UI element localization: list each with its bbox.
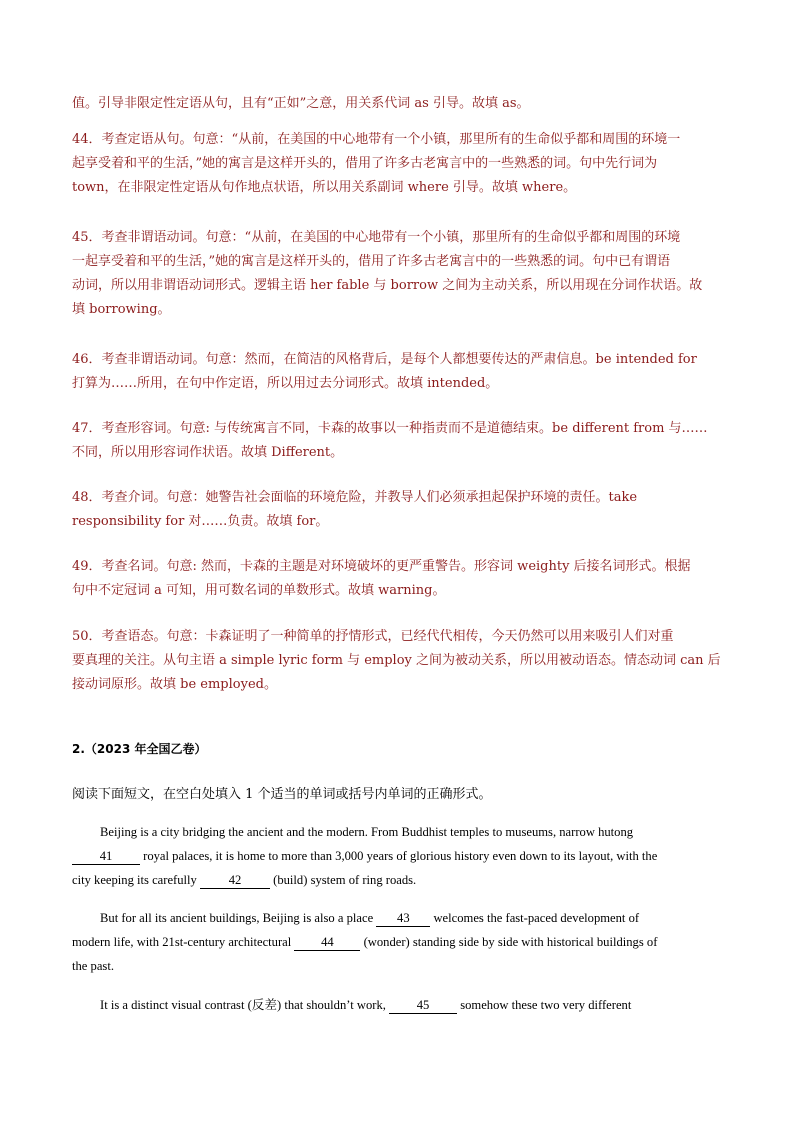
answer-line: 值。引导非限定性定语从句，且有“正如”之意，用关系代词 as 引导。故填 as。: [72, 96, 530, 111]
passage-line: [72, 954, 724, 978]
passage-line: [72, 993, 724, 1017]
answer-block-48: [72, 486, 724, 534]
section-title: 2.（2023 年全国乙卷）: [72, 742, 207, 756]
answer-line: 不同，所以用形容词作状语。故填 Different。: [72, 445, 344, 460]
answer-line: 接动词原形。故填 be employed。: [72, 677, 277, 692]
answer-line: 一起享受着和平的生活，”她的寓言是这样开头的，借用了许多古老寓言中的一些熟悉的词。句中已有谓语: [72, 254, 671, 269]
answer-block-46: [72, 348, 724, 396]
answer-line: 44．考查定语从句。句意：“从前，在美国的中心地带有一个小镇，那里所有的生命似乎都和周围的环境一: [72, 132, 681, 147]
passage-text: the past.: [72, 959, 114, 973]
passage-paragraph-3: [72, 993, 724, 1017]
answer-line: 45．考查非谓语动词。句意：“从前，在美国的中心地带有一个小镇，那里所有的生命似乎都和周围的环境: [72, 230, 681, 245]
answer-line: 填 borrowing。: [72, 302, 171, 317]
answer-line: 47．考查形容词。句意: 与传统寓言不同，卡森的故事以一种指责而不是道德结束。be different from 与……: [72, 421, 708, 436]
passage-text: modern life, with 21st-century architectural: [72, 935, 295, 949]
passage-text: city keeping its carefully: [72, 873, 200, 887]
answer-block-45: [72, 226, 724, 322]
answer-block-47: [72, 417, 724, 465]
passage-text: But for all its ancient buildings, Beijing is also a place: [100, 911, 377, 925]
answer-line: 打算为……所用，在句中作定语，所以用过去分词形式。故填 intended。: [72, 376, 499, 391]
answer-block-49: [72, 555, 724, 603]
answer-line: 句中不定冠词 a 可知，用可数名词的单数形式。故填 warning。: [72, 583, 446, 598]
answer-line: 48．考查介词。句意：她警告社会面临的环境危险，并教导人们必须承担起保护环境的责任。take: [72, 490, 638, 505]
blank-43[interactable]: 43: [376, 910, 430, 927]
passage-text: It is a distinct visual contrast (反差) that shouldn’t work,: [100, 998, 390, 1012]
answer-block-44: [72, 128, 724, 200]
answer-line: 起享受着和平的生活，”她的寓言是这样开头的，借用了许多古老寓言中的一些熟悉的词。句中先行词为: [72, 156, 658, 171]
passage-paragraph-1: [72, 820, 724, 892]
passage-line: [72, 844, 724, 868]
passage-text: royal palaces, it is home to more than 3,000 years of glorious history even down to its layout, with the: [140, 849, 658, 863]
answer-line: 动词，所以用非谓语动词形式。逻辑主语 her fable 与 borrow 之间为主动关系，所以用现在分词作状语。故: [72, 278, 703, 293]
answer-line: 46．考查非谓语动词。句意：然而，在简洁的风格背后，是每个人都想要传达的严肃信息。be intended for: [72, 352, 697, 367]
passage-text: welcomes the fast-paced development of: [430, 911, 640, 925]
passage-text: somehow these two very different: [457, 998, 632, 1012]
section-instruction: 阅读下面短文，在空白处填入 1 个适当的单词或括号内单词的正确形式。: [72, 787, 492, 802]
blank-41[interactable]: 41: [72, 848, 140, 865]
passage-line: [72, 906, 724, 930]
blank-44[interactable]: 44: [294, 934, 360, 951]
answer-line: 要真理的关注。从句主语 a simple lyric form 与 employ 之间为被动关系，所以用被动语态。情态动词 can 后: [72, 653, 721, 668]
answer-line: town，在非限定性定语从句作地点状语，所以用关系副词 where 引导。故填 where。: [72, 180, 577, 195]
passage-paragraph-2: [72, 906, 724, 978]
blank-45[interactable]: 45: [389, 997, 457, 1014]
answer-line: 49．考查名词。句意: 然而，卡森的主题是对环境破坏的更严重警告。形容词 weighty 后接名词形式。根据: [72, 559, 691, 574]
answer-line: 50．考查语态。句意：卡森证明了一种简单的抒情形式，已经代代相传，今天仍然可以用来吸引人们对重: [72, 629, 674, 644]
passage-line: [72, 820, 724, 844]
answer-line: responsibility for 对……负责。故填 for。: [72, 514, 329, 529]
blank-42[interactable]: 42: [200, 872, 270, 889]
answer-block-43-end: [72, 92, 724, 116]
passage-text: (wonder) standing side by side with historical buildings of: [360, 935, 658, 949]
passage-line: [72, 930, 724, 954]
answer-block-50: [72, 625, 724, 697]
passage-text: Beijing is a city bridging the ancient and the modern. From Buddhist temples to museums, narrow hutong: [100, 825, 634, 839]
passage-text: (build) system of ring roads.: [270, 873, 417, 887]
passage-line: [72, 868, 724, 892]
